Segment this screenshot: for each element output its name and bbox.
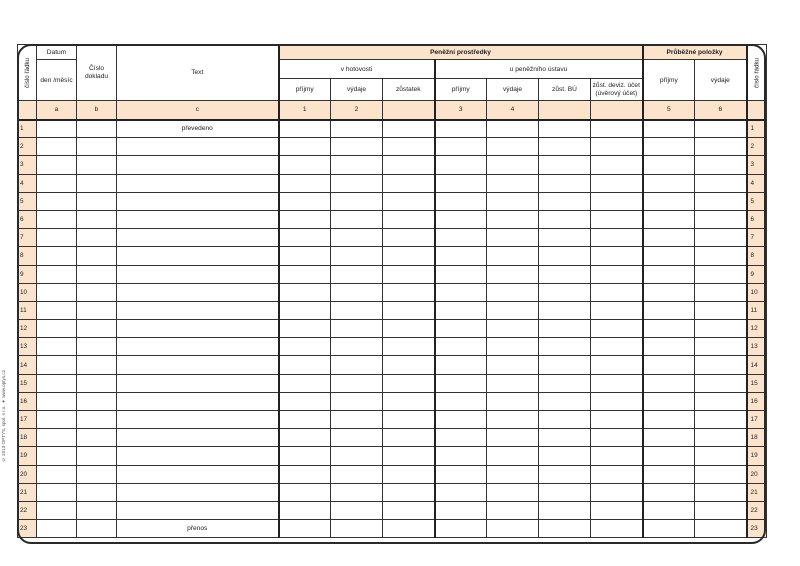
column-code: 1 — [279, 101, 331, 120]
row-number: 6 — [18, 210, 37, 228]
row-number-right: 12 — [747, 320, 767, 338]
row-number: 13 — [18, 338, 37, 356]
row-number-right: 17 — [747, 411, 767, 429]
row-number: 15 — [18, 374, 37, 392]
row-number: 7 — [18, 229, 37, 247]
row-number-right: 10 — [747, 283, 767, 301]
row-number: 3 — [18, 156, 37, 174]
column-code: a — [37, 101, 77, 120]
row-number-right: 16 — [747, 392, 767, 410]
column-code: 2 — [331, 101, 383, 120]
row-number-right: 8 — [747, 247, 767, 265]
row-number-right: 2 — [747, 138, 767, 156]
form-border — [17, 44, 766, 544]
column-code: 6 — [695, 101, 747, 120]
text-cell[interactable]: přenos — [117, 520, 279, 538]
suspense-expense-header: výdaje — [695, 60, 747, 101]
row-number-right: 23 — [747, 520, 767, 538]
day-month-header: den /měsíc — [37, 60, 77, 101]
row-number: 5 — [18, 192, 37, 210]
row-number: 4 — [18, 174, 37, 192]
foreign-account-header: zůst. deviz. účet (úvěrový účet) — [591, 79, 643, 101]
row-number: 16 — [18, 392, 37, 410]
row-number: 20 — [18, 465, 37, 483]
bank-income-header: příjmy — [435, 79, 487, 101]
row-number: 22 — [18, 501, 37, 519]
row-number-right: 21 — [747, 483, 767, 501]
row-number: 10 — [18, 283, 37, 301]
row-number-right: 20 — [747, 465, 767, 483]
row-number-right: 3 — [747, 156, 767, 174]
row-number: 19 — [18, 447, 37, 465]
row-number-right: 18 — [747, 429, 767, 447]
column-code: 5 — [643, 101, 695, 120]
in-cash-header: v hotovosti — [279, 60, 435, 79]
row-number-header: číslo řádku — [18, 45, 37, 101]
row-number-right: 5 — [747, 192, 767, 210]
row-number-right: 7 — [747, 229, 767, 247]
row-number-right: 9 — [747, 265, 767, 283]
row-number: 18 — [18, 429, 37, 447]
row-number: 1 — [18, 120, 37, 138]
cash-book-form — [17, 44, 766, 544]
column-code: b — [77, 101, 117, 120]
row-number-right: 6 — [747, 210, 767, 228]
copyright-note: © 2013 OPTYS, spol. s r.o. ● www.optys.cz — [1, 370, 6, 463]
column-code: 4 — [487, 101, 539, 120]
row-number: 9 — [18, 265, 37, 283]
document-number-header: Číslo dokladu — [77, 45, 117, 101]
row-number-right: 22 — [747, 501, 767, 519]
suspense-items-header: Průběžné položky — [643, 45, 747, 60]
row-number: 14 — [18, 356, 37, 374]
row-number: 11 — [18, 301, 37, 319]
date-header: Datum — [37, 45, 77, 60]
column-code: c — [117, 101, 279, 120]
cash-expense-header: výdaje — [331, 79, 383, 101]
bank-expense-header: výdaje — [487, 79, 539, 101]
row-number-right: 11 — [747, 301, 767, 319]
column-code: 3 — [435, 101, 487, 120]
text-header: Text — [117, 45, 279, 101]
row-number: 12 — [18, 320, 37, 338]
row-number-right: 14 — [747, 356, 767, 374]
row-number: 21 — [18, 483, 37, 501]
row-number-right: 13 — [747, 338, 767, 356]
cash-balance-header: zůstatek — [383, 79, 435, 101]
row-number: 2 — [18, 138, 37, 156]
row-number-right: 1 — [747, 120, 767, 138]
row-number-right: 4 — [747, 174, 767, 192]
bank-balance-header: zůst. BÚ — [539, 79, 591, 101]
row-number: 23 — [18, 520, 37, 538]
suspense-income-header: příjmy — [643, 60, 695, 101]
cash-funds-header: Peněžní prostředky — [279, 45, 643, 60]
row-number-header-right: číslo řádku — [747, 45, 767, 101]
row-number-right: 15 — [747, 374, 767, 392]
row-number-right: 19 — [747, 447, 767, 465]
row-number: 17 — [18, 411, 37, 429]
cash-income-header: příjmy — [279, 79, 331, 101]
at-bank-header: u peněžního ústavu — [435, 60, 643, 79]
text-cell[interactable]: převedeno — [117, 120, 279, 138]
row-number: 8 — [18, 247, 37, 265]
